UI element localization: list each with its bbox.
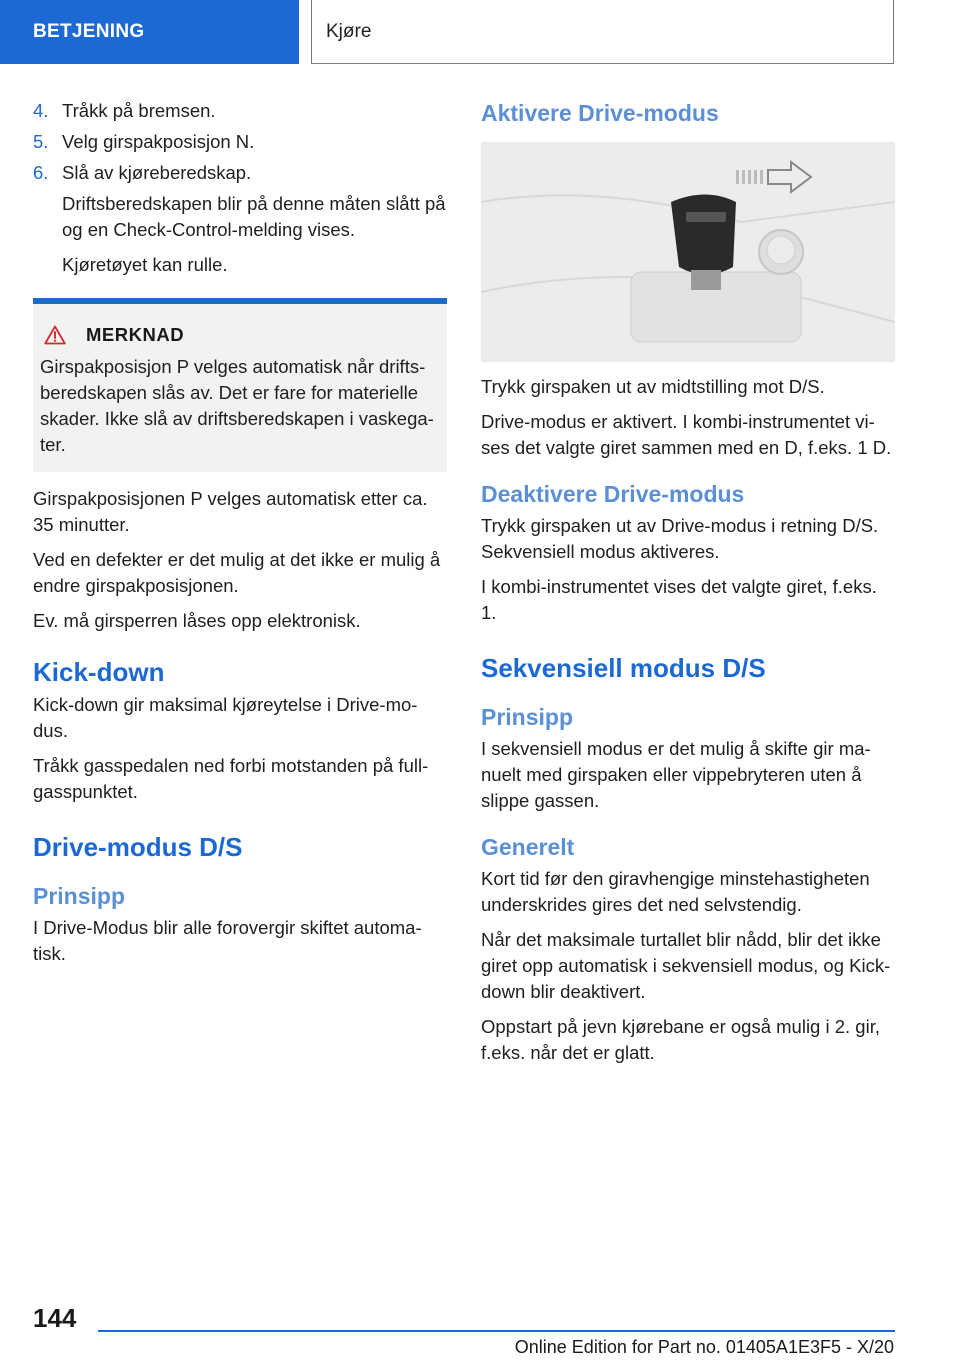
gear-lever-icon <box>481 142 895 362</box>
paragraph: Trykk girspaken ut av Drive-modus i retning D/S. Sekvensiell modus aktiveres. <box>481 515 879 562</box>
step-6-detail: Driftsberedskapen blir på denne måten slått på og en Check-Control-melding vises. <box>62 193 446 240</box>
deactivate-drive-heading: Deaktivere Drive-modus <box>481 481 745 507</box>
drive-mode-heading: Drive-modus D/S <box>33 832 243 862</box>
step-text: Slå av kjøreberedskap. <box>62 162 252 183</box>
notice-box <box>33 298 447 472</box>
left-column <box>33 98 447 976</box>
paragraph: Når det maksimale turtallet blir nådd, blir det ikke giret opp automatisk i sekvensiell modus, og Kick-down blir deaktivert. <box>481 929 891 1002</box>
step-number: 6. <box>33 162 49 183</box>
step-text: Velg girspakposisjon N. <box>62 131 255 152</box>
paragraph: Oppstart på jevn kjørebane er også mulig i 2. gir, f.eks. når det er glatt. <box>481 1016 880 1063</box>
section-title: BETJENING <box>33 21 145 42</box>
paragraph: I Drive-Modus blir alle forovergir skiftet automa-tisk. <box>33 917 422 964</box>
notice-title: MERKNAD <box>86 324 185 345</box>
paragraph: I kombi-instrumentet vises det valgte giret, f.eks. 1. <box>481 576 877 623</box>
step-number: 4. <box>33 100 49 121</box>
paragraph: I sekvensiell modus er det mulig å skifte gir ma-nuelt med girspaken eller vippebryteren uten å slippe gassen. <box>481 738 871 811</box>
paragraph: Drive-modus er aktivert. I kombi-instrumentet vi-ses det valgte giret sammen med en D, f.eks. 1 D. <box>481 411 892 458</box>
step-4 <box>33 98 447 124</box>
notice-header <box>40 324 439 346</box>
warning-triangle-icon <box>44 325 66 345</box>
step-number: 5. <box>33 131 49 152</box>
step-6-detail: Kjøretøyet kan rulle. <box>62 254 228 275</box>
paragraph: Ev. må girsperren låses opp elektronisk. <box>33 610 361 631</box>
step-6 <box>33 160 447 186</box>
principle-heading: Prinsipp <box>481 704 574 730</box>
paragraph: Ved en defekter er det mulig at det ikke er mulig å endre girspakposisjonen. <box>33 549 441 596</box>
paragraph: Trykk girspaken ut av midtstilling mot D/S. <box>481 376 825 397</box>
paragraph: Kort tid før den giravhengige minstehastigheten underskrides gires det ned selvstendig. <box>481 868 870 915</box>
right-column <box>481 98 895 1075</box>
gear-selector-illustration <box>481 142 895 362</box>
edition-label: Online Edition for Part no. 01405A1E3F5 - X/20 <box>514 1337 894 1357</box>
footer-divider <box>98 1330 895 1332</box>
notice-text: Girspakposisjon P velges automatisk når drifts-beredskapen slås av. Det er fare for materielle skader. Ikke slå av driftsberedskapen i vaskega-ter. <box>40 356 434 455</box>
paragraph: Kick-down gir maksimal kjøreytelse i Drive-mo-dus. <box>33 694 418 741</box>
chapter-tab <box>311 0 894 64</box>
paragraph: Tråkk gasspedalen ned forbi motstanden på full-gasspunktet. <box>33 755 429 802</box>
activate-drive-heading: Aktivere Drive-modus <box>481 100 719 126</box>
paragraph: Girspakposisjonen P velges automatisk etter ca. 35 minutter. <box>33 488 428 535</box>
section-tab <box>0 0 299 64</box>
page-number: 144 <box>33 1303 77 1333</box>
general-heading: Generelt <box>481 834 575 860</box>
chapter-title: Kjøre <box>326 20 372 42</box>
kickdown-heading: Kick-down <box>33 657 165 687</box>
step-5 <box>33 129 447 155</box>
step-text: Tråkk på bremsen. <box>62 100 216 121</box>
principle-heading: Prinsipp <box>33 883 126 909</box>
sequential-mode-heading: Sekvensiell modus D/S <box>481 653 766 683</box>
